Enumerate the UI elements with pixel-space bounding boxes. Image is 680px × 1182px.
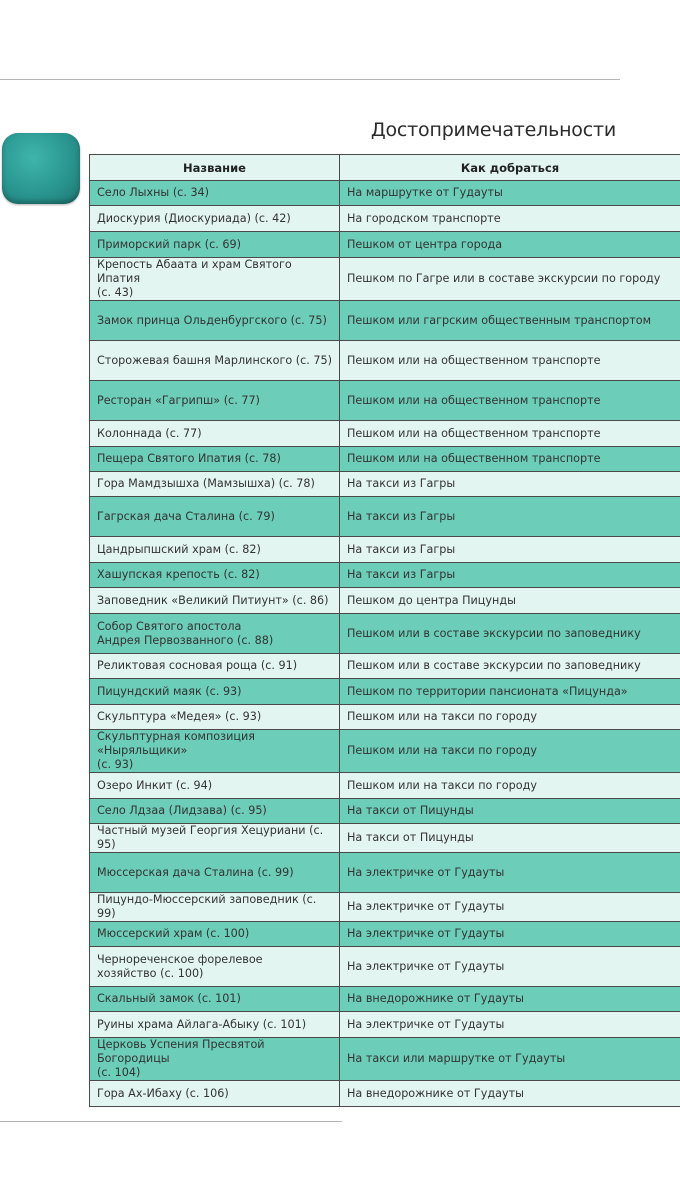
top-divider	[0, 79, 620, 80]
table-row	[90, 341, 680, 381]
table-row	[90, 922, 680, 947]
how-to-get-cell: На такси из Гагры	[340, 563, 680, 588]
table-header-row	[90, 155, 680, 181]
how-to-get-cell: Пешком или в составе экскурсии по заповеднику	[340, 654, 680, 679]
table-row	[90, 614, 680, 654]
attraction-name-cell: Село Лыхны (с. 34)	[90, 181, 340, 206]
attraction-name-cell: Ресторан «Гагрипш» (с. 77)	[90, 381, 340, 421]
attraction-name-cell: Замок принца Ольденбургского (с. 75)	[90, 301, 340, 341]
table-row	[90, 947, 680, 987]
attraction-name-cell: Собор Святого апостола Андрея Первозванного (с. 88)	[90, 614, 340, 654]
chapter-tab-badge	[2, 133, 80, 204]
attraction-name-cell: Село Лдзаа (Лидзава) (с. 95)	[90, 799, 340, 824]
attraction-name-cell: Сторожевая башня Марлинского (с. 75)	[90, 341, 340, 381]
attraction-name-cell: Пещера Святого Ипатия (с. 78)	[90, 447, 340, 472]
attraction-name-cell: Гора Мамдзышха (Мамзышха) (с. 78)	[90, 472, 340, 497]
table-row	[90, 381, 680, 421]
table-row	[90, 206, 680, 232]
table-row	[90, 705, 680, 730]
attraction-name-cell: Частный музей Георгия Хецуриани (с. 95)	[90, 824, 340, 853]
attraction-name-cell: Мюссерская дача Сталина (с. 99)	[90, 853, 340, 893]
how-to-get-cell: На внедорожнике от Гудауты	[340, 987, 680, 1012]
how-to-get-cell: На электричке от Гудауты	[340, 853, 680, 893]
attraction-name-cell: Гагрская дача Сталина (с. 79)	[90, 497, 340, 537]
table-row	[90, 1081, 680, 1107]
table-row	[90, 563, 680, 588]
how-to-get-cell: На такси от Пицунды	[340, 799, 680, 824]
attraction-name-cell: Приморский парк (с. 69)	[90, 232, 340, 258]
attraction-name-cell: Колоннада (с. 77)	[90, 421, 340, 447]
how-to-get-cell: На электричке от Гудауты	[340, 947, 680, 987]
table-body	[90, 181, 680, 1107]
table-row	[90, 421, 680, 447]
table-row	[90, 258, 680, 301]
attraction-name-cell: Пицундо-Мюссерский заповедник (с. 99)	[90, 893, 340, 922]
how-to-get-cell: На внедорожнике от Гудауты	[340, 1081, 680, 1107]
how-to-get-cell: Пешком или на общественном транспорте	[340, 341, 680, 381]
table-row	[90, 472, 680, 497]
page-title: Достопримечательности	[370, 119, 616, 141]
how-to-get-cell: Пешком по Гагре или в составе экскурсии по городу	[340, 258, 680, 301]
how-to-get-cell: Пешком или на такси по городу	[340, 773, 680, 799]
attraction-name-cell: Церковь Успения Пресвятой Богородицы (с. 104)	[90, 1038, 340, 1081]
table-row	[90, 1012, 680, 1038]
how-to-get-cell: На электричке от Гудауты	[340, 893, 680, 922]
table-row	[90, 181, 680, 206]
table-row	[90, 853, 680, 893]
table-row	[90, 679, 680, 705]
attraction-name-cell: Чернореченское форелевое хозяйство (с. 100)	[90, 947, 340, 987]
attraction-name-cell: Скальный замок (с. 101)	[90, 987, 340, 1012]
attraction-name-cell: Руины храма Айлага-Абыку (с. 101)	[90, 1012, 340, 1038]
how-to-get-cell: На такси из Гагры	[340, 537, 680, 563]
attraction-name-cell: Мюссерский храм (с. 100)	[90, 922, 340, 947]
attraction-name-cell: Заповедник «Великий Питиунт» (с. 86)	[90, 588, 340, 614]
table-row	[90, 588, 680, 614]
how-to-get-cell: Пешком или на такси по городу	[340, 730, 680, 773]
how-to-get-cell: Пешком или гагрским общественным транспортом	[340, 301, 680, 341]
attraction-name-cell: Скульптура «Медея» (с. 93)	[90, 705, 340, 730]
column-header-name: Название	[90, 155, 340, 181]
how-to-get-cell: Пешком или на такси по городу	[340, 705, 680, 730]
how-to-get-cell: Пешком до центра Пицунды	[340, 588, 680, 614]
attractions-table	[89, 154, 680, 1107]
attraction-name-cell: Пицундский маяк (с. 93)	[90, 679, 340, 705]
table-row	[90, 654, 680, 679]
table-row	[90, 730, 680, 773]
table-row	[90, 987, 680, 1012]
how-to-get-cell: Пешком или на общественном транспорте	[340, 447, 680, 472]
attraction-name-cell: Диоскурия (Диоскуриада) (с. 42)	[90, 206, 340, 232]
how-to-get-cell: Пешком или на общественном транспорте	[340, 381, 680, 421]
attraction-name-cell: Крепость Абаата и храм Святого Ипатия (с. 43)	[90, 258, 340, 301]
table-row	[90, 232, 680, 258]
table-row	[90, 1038, 680, 1081]
table-row	[90, 824, 680, 853]
attraction-name-cell: Скульптурная композиция «Ныряльщики» (с. 93)	[90, 730, 340, 773]
table-row	[90, 537, 680, 563]
attraction-name-cell: Озеро Инкит (с. 94)	[90, 773, 340, 799]
how-to-get-cell: На такси из Гагры	[340, 472, 680, 497]
table-row	[90, 301, 680, 341]
attraction-name-cell: Реликтовая сосновая роща (с. 91)	[90, 654, 340, 679]
how-to-get-cell: На маршрутке от Гудауты	[340, 181, 680, 206]
how-to-get-cell: На электричке от Гудауты	[340, 922, 680, 947]
attraction-name-cell: Гора Ах-Ибаху (с. 106)	[90, 1081, 340, 1107]
how-to-get-cell: На такси от Пицунды	[340, 824, 680, 853]
column-header-route: Как добраться	[340, 155, 680, 181]
table-row	[90, 799, 680, 824]
bottom-divider	[0, 1121, 342, 1122]
how-to-get-cell: На электричке от Гудауты	[340, 1012, 680, 1038]
table-row	[90, 447, 680, 472]
how-to-get-cell: Пешком по территории пансионата «Пицунда»	[340, 679, 680, 705]
how-to-get-cell: Пешком от центра города	[340, 232, 680, 258]
table-row	[90, 497, 680, 537]
how-to-get-cell: Пешком или в составе экскурсии по заповеднику	[340, 614, 680, 654]
how-to-get-cell: На такси или маршрутке от Гудауты	[340, 1038, 680, 1081]
attraction-name-cell: Цандрыпшский храм (с. 82)	[90, 537, 340, 563]
table-row	[90, 893, 680, 922]
how-to-get-cell: На городском транспорте	[340, 206, 680, 232]
attraction-name-cell: Хашупская крепость (с. 82)	[90, 563, 340, 588]
how-to-get-cell: Пешком или на общественном транспорте	[340, 421, 680, 447]
how-to-get-cell: На такси из Гагры	[340, 497, 680, 537]
table-row	[90, 773, 680, 799]
